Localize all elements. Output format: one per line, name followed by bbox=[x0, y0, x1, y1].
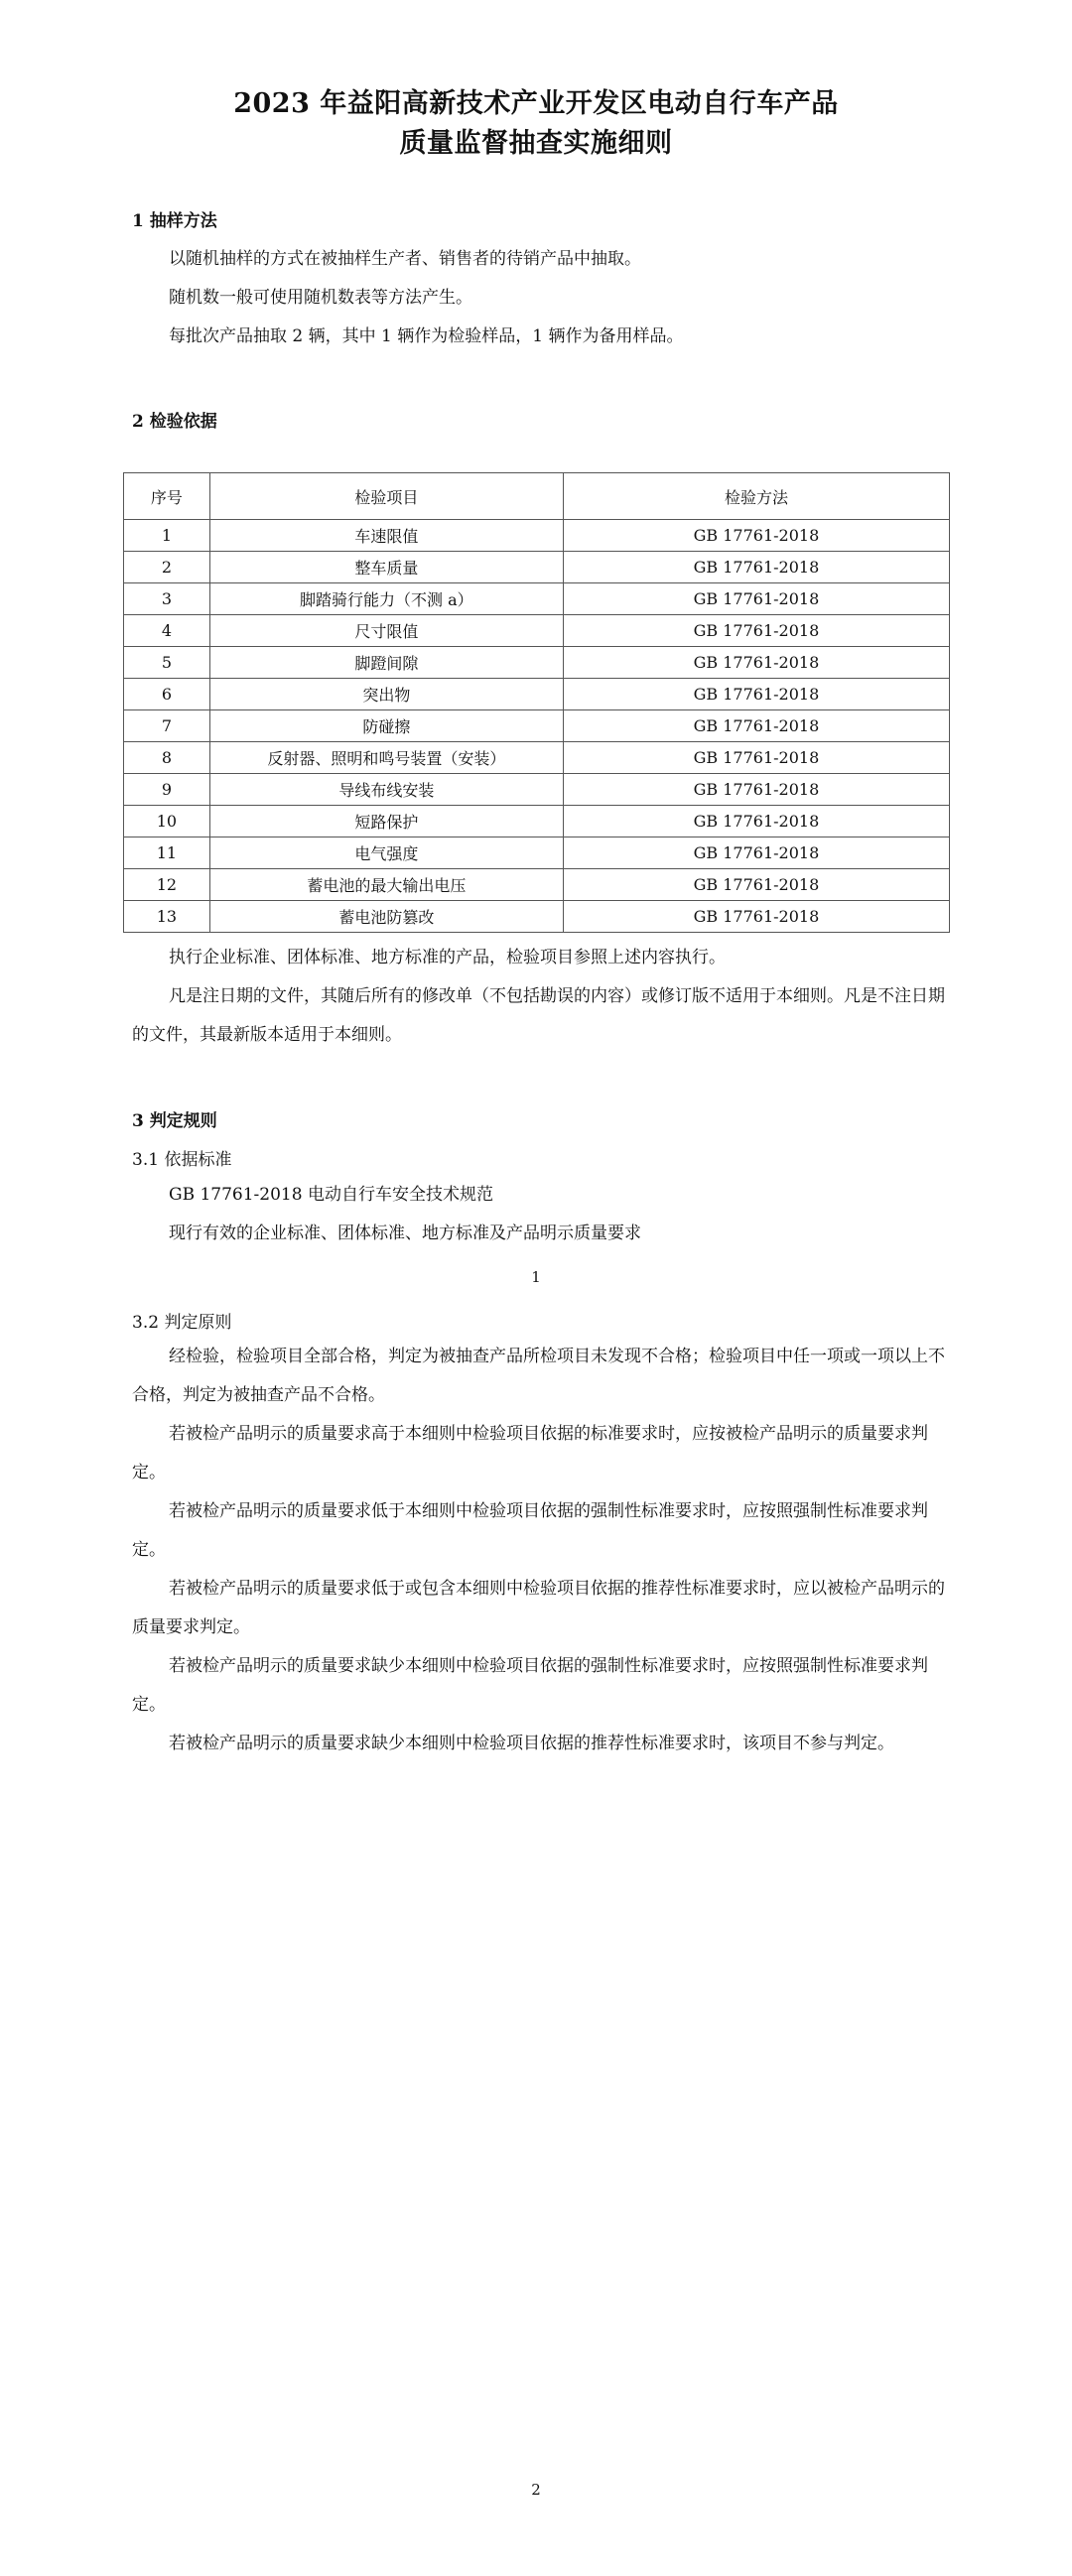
table-cell: 脚蹬间隙 bbox=[209, 647, 563, 679]
judgement-paragraph: 若被检产品明示的质量要求低于或包含本细则中检验项目依据的推荐性标准要求时，应以被检产品明示的质量要求判定。 bbox=[132, 1579, 945, 1637]
table-cell: 9 bbox=[124, 774, 210, 806]
table-cell: 导线布线安装 bbox=[209, 774, 563, 806]
section2-note: 凡是注日期的文件，其随后所有的修改单（不包括勘误的内容）或修订版不适用于本细则。凡是不注日期的文件，其最新版本适用于本细则。 bbox=[132, 986, 945, 1045]
table-cell: GB 17761-2018 bbox=[563, 742, 949, 774]
judgement-paragraph: 若被检产品明示的质量要求高于本细则中检验项目依据的标准要求时，应按被检产品明示的质量要求判定。 bbox=[132, 1424, 928, 1482]
table-row bbox=[124, 710, 950, 742]
judgement-paragraph: 若被检产品明示的质量要求缺少本细则中检验项目依据的强制性标准要求时，应按照强制性标准要求判定。 bbox=[132, 1656, 928, 1715]
document-title-line1: 2023 年益阳高新技术产业开发区电动自行车产品 bbox=[233, 88, 839, 119]
table-cell: 2 bbox=[124, 552, 210, 583]
table-cell: 3 bbox=[124, 583, 210, 615]
table-cell: 突出物 bbox=[209, 679, 563, 710]
table-row bbox=[124, 901, 950, 933]
section2-heading: 2 检验依据 bbox=[132, 412, 217, 432]
table-row bbox=[124, 647, 950, 679]
table-cell: 6 bbox=[124, 679, 210, 710]
subsection-3-2-heading: 3.2 判定原则 bbox=[132, 1313, 232, 1333]
standard-line: GB 17761-2018 电动自行车安全技术规范 bbox=[169, 1185, 493, 1205]
table-cell: 4 bbox=[124, 615, 210, 647]
table-row bbox=[124, 520, 950, 552]
table-cell: 10 bbox=[124, 806, 210, 837]
judgement-paragraph: 若被检产品明示的质量要求缺少本细则中检验项目依据的推荐性标准要求时，该项目不参与判定。 bbox=[169, 1734, 894, 1753]
table-row bbox=[124, 615, 950, 647]
table-cell: 电气强度 bbox=[209, 837, 563, 869]
table-row bbox=[124, 583, 950, 615]
section1-paragraph: 每批次产品抽取 2 辆，其中 1 辆作为检验样品，1 辆作为备用样品。 bbox=[169, 326, 684, 346]
table-cell: GB 17761-2018 bbox=[563, 837, 949, 869]
table-cell: GB 17761-2018 bbox=[563, 520, 949, 552]
table-cell: GB 17761-2018 bbox=[563, 710, 949, 742]
table-cell: 防碰擦 bbox=[209, 710, 563, 742]
table-cell: 尺寸限值 bbox=[209, 615, 563, 647]
table-cell: 反射器、照明和鸣号装置（安装） bbox=[209, 742, 563, 774]
table-cell: 整车质量 bbox=[209, 552, 563, 583]
section1-paragraph: 以随机抽样的方式在被抽样生产者、销售者的待销产品中抽取。 bbox=[169, 249, 641, 269]
judgement-paragraph: 经检验，检验项目全部合格，判定为被抽查产品所检项目未发现不合格；检验项目中任一项或一项以上不合格，判定为被抽查产品不合格。 bbox=[132, 1347, 945, 1405]
table-cell: 13 bbox=[124, 901, 210, 933]
table-row bbox=[124, 679, 950, 710]
table-row bbox=[124, 552, 950, 583]
section1-paragraph: 随机数一般可使用随机数表等方法产生。 bbox=[169, 288, 472, 308]
table-cell: GB 17761-2018 bbox=[563, 901, 949, 933]
table-header-row bbox=[124, 473, 950, 520]
table-row bbox=[124, 837, 950, 869]
table-cell: GB 17761-2018 bbox=[563, 869, 949, 901]
table-cell: 5 bbox=[124, 647, 210, 679]
table-cell: 车速限值 bbox=[209, 520, 563, 552]
table-header-cell: 检验方法 bbox=[563, 473, 949, 520]
table-header-cell: 序号 bbox=[124, 473, 210, 520]
table-cell: GB 17761-2018 bbox=[563, 583, 949, 615]
table-cell: GB 17761-2018 bbox=[563, 679, 949, 710]
document-title-line2: 质量监督抽查实施细则 bbox=[399, 128, 673, 159]
inspection-items-table bbox=[123, 472, 950, 933]
table-cell: GB 17761-2018 bbox=[563, 774, 949, 806]
table-header-cell: 检验项目 bbox=[209, 473, 563, 520]
table-row bbox=[124, 806, 950, 837]
table-cell: GB 17761-2018 bbox=[563, 806, 949, 837]
subsection-3-1-heading: 3.1 依据标准 bbox=[132, 1150, 232, 1170]
page-number: 2 bbox=[531, 2481, 541, 2499]
table-cell: 蓄电池防篡改 bbox=[209, 901, 563, 933]
table-cell: 7 bbox=[124, 710, 210, 742]
table-cell: 12 bbox=[124, 869, 210, 901]
table-row bbox=[124, 774, 950, 806]
table-row bbox=[124, 869, 950, 901]
section3-heading: 3 判定规则 bbox=[132, 1111, 217, 1131]
table-cell: 8 bbox=[124, 742, 210, 774]
table-cell: GB 17761-2018 bbox=[563, 552, 949, 583]
page-number: 1 bbox=[531, 1268, 541, 1286]
table-cell: 1 bbox=[124, 520, 210, 552]
table-cell: 短路保护 bbox=[209, 806, 563, 837]
table-cell: 11 bbox=[124, 837, 210, 869]
section1-heading: 1 抽样方法 bbox=[132, 211, 217, 231]
table-cell: GB 17761-2018 bbox=[563, 615, 949, 647]
section2-note: 执行企业标准、团体标准、地方标准的产品，检验项目参照上述内容执行。 bbox=[169, 948, 726, 967]
table-cell: 蓄电池的最大输出电压 bbox=[209, 869, 563, 901]
table-cell: GB 17761-2018 bbox=[563, 647, 949, 679]
standard-line: 现行有效的企业标准、团体标准、地方标准及产品明示质量要求 bbox=[169, 1224, 641, 1243]
table-row bbox=[124, 742, 950, 774]
table-cell: 脚踏骑行能力（不测 a） bbox=[209, 583, 563, 615]
judgement-paragraph: 若被检产品明示的质量要求低于本细则中检验项目依据的强制性标准要求时，应按照强制性标准要求判定。 bbox=[132, 1501, 928, 1560]
